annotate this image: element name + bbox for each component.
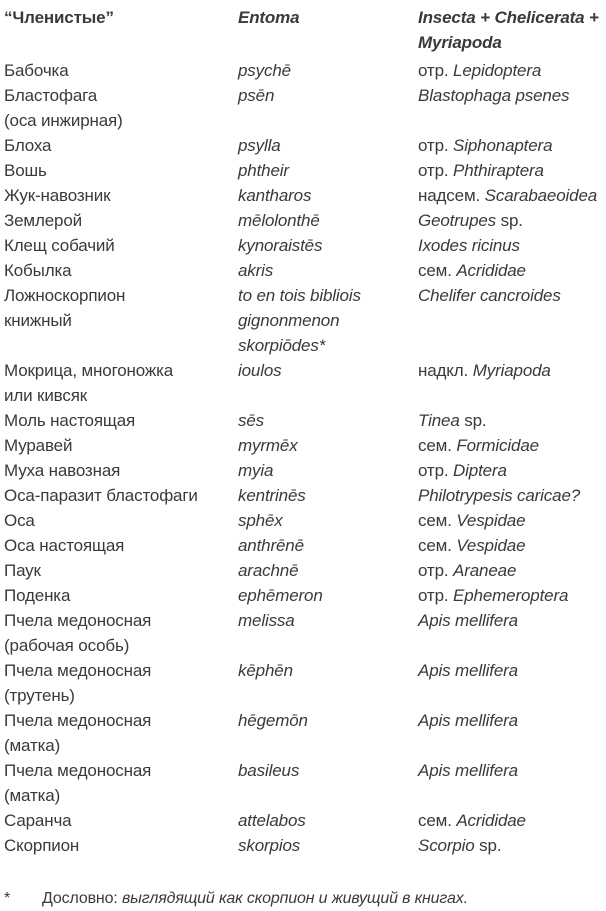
russian-name-line: Вошь [4, 161, 47, 180]
russian-name-cell [4, 658, 238, 708]
taxon-latin-name: Apis mellifera [418, 761, 518, 780]
table-row [4, 708, 606, 758]
russian-name-cell [4, 233, 238, 258]
russian-name-cell [4, 533, 238, 558]
taxon-rank-prefix: надсем. [418, 186, 485, 205]
taxon-latin-name: Araneae [453, 561, 517, 580]
taxon-latin-name: Geotrupes [418, 211, 497, 230]
table-row [4, 458, 606, 483]
russian-name-line: Паук [4, 561, 41, 580]
greek-term-cell [238, 158, 418, 183]
table-header-row [4, 5, 606, 55]
russian-name-line: (матка) [4, 736, 61, 755]
table-row [4, 533, 606, 558]
table-row [4, 758, 606, 808]
greek-term-line: myia [238, 461, 274, 480]
taxon-latin-name: Siphonaptera [453, 136, 553, 155]
greek-term-line: akris [238, 261, 274, 280]
table-row [4, 133, 606, 158]
taxon-rank-prefix: отр. [418, 561, 454, 580]
greek-term-cell [238, 658, 418, 683]
taxon-latin-name: Apis mellifera [418, 611, 518, 630]
header-cell-russian [4, 5, 238, 30]
footnote-text [42, 888, 468, 910]
greek-term-cell [238, 558, 418, 583]
table-row [4, 658, 606, 708]
taxon-latin-name: Phthiraptera [453, 161, 544, 180]
greek-term-line: melissa [238, 611, 295, 630]
russian-name-cell [4, 608, 238, 658]
taxon-cell [418, 208, 602, 233]
taxon-line [418, 158, 602, 183]
greek-term-cell [238, 358, 418, 383]
taxon-cell [418, 608, 602, 633]
russian-name-line: (рабочая особь) [4, 636, 130, 655]
taxon-cell [418, 258, 602, 283]
taxon-cell [418, 758, 602, 783]
taxon-rank-prefix: отр. [418, 461, 454, 480]
greek-term-cell [238, 283, 418, 358]
taxon-line [418, 483, 602, 508]
russian-name-line: Оса настоящая [4, 536, 125, 555]
taxon-suffix: sp. [496, 211, 523, 230]
taxon-cell [418, 458, 602, 483]
table-row [4, 483, 606, 508]
taxon-cell [418, 708, 602, 733]
footnote-italic-text: выглядящий как скорпион и живущий в книгах. [121, 890, 468, 907]
header-taxon-label: Insecta + Chelicerata + [418, 8, 599, 27]
taxon-cell [418, 558, 602, 583]
taxon-line [418, 133, 602, 158]
russian-name-cell [4, 508, 238, 533]
greek-term-line: kynoraistēs [238, 236, 323, 255]
taxon-latin-name: Vespidae [456, 536, 526, 555]
greek-term-line: hēgemōn [238, 711, 308, 730]
taxon-latin-name: Ephemeroptera [453, 586, 569, 605]
russian-name-line: Оса-паразит бластофаги [4, 486, 198, 505]
greek-term-line: sphēx [238, 511, 283, 530]
table-body [4, 58, 606, 858]
taxon-cell [418, 658, 602, 683]
greek-term-line: myrmēx [238, 436, 298, 455]
taxon-cell [418, 483, 602, 508]
greek-term-cell [238, 133, 418, 158]
taxon-latin-name: Ixodes ricinus [418, 236, 520, 255]
greek-term-line: skorpios [238, 836, 301, 855]
taxon-cell [418, 583, 602, 608]
russian-name-line: Клещ собачий [4, 236, 115, 255]
taxon-latin-name: Diptera [453, 461, 507, 480]
russian-name-line: Мокрица, многоножка [4, 361, 174, 380]
greek-term-line: basileus [238, 761, 300, 780]
taxon-rank-prefix: отр. [418, 61, 454, 80]
taxon-rank-prefix: сем. [418, 261, 457, 280]
greek-term-cell [238, 258, 418, 283]
greek-term-line: attelabos [238, 811, 306, 830]
taxon-latin-name: Apis mellifera [418, 711, 518, 730]
table-row [4, 433, 606, 458]
russian-name-line: Пчела медоносная [4, 711, 152, 730]
taxon-rank-prefix: сем. [418, 536, 457, 555]
table-row [4, 358, 606, 408]
table-row [4, 58, 606, 83]
greek-term-cell [238, 533, 418, 558]
russian-name-line: (трутень) [4, 686, 75, 705]
russian-name-cell [4, 583, 238, 608]
greek-term-line: psychē [238, 61, 291, 80]
table-row [4, 833, 606, 858]
greek-term-cell [238, 183, 418, 208]
russian-name-line: Муха навозная [4, 461, 121, 480]
taxon-cell [418, 183, 602, 208]
russian-name-line: Бабочка [4, 61, 69, 80]
taxon-line [418, 583, 602, 608]
taxon-cell [418, 808, 602, 833]
russian-name-line: книжный [4, 311, 72, 330]
taxon-line [418, 433, 602, 458]
russian-name-line: Жук-навозник [4, 186, 111, 205]
greek-term-cell [238, 708, 418, 733]
greek-term-cell [238, 583, 418, 608]
greek-term-cell [238, 833, 418, 858]
russian-name-line: Кобылка [4, 261, 72, 280]
header-taxon-label: Myriapoda [418, 33, 502, 52]
taxon-cell [418, 408, 602, 433]
taxon-cell [418, 58, 602, 83]
table-row [4, 233, 606, 258]
russian-name-line: Землерой [4, 211, 82, 230]
russian-name-cell [4, 708, 238, 758]
taxon-suffix: sp. [459, 411, 487, 430]
taxon-cell [418, 233, 602, 258]
russian-name-line: Моль настоящая [4, 411, 136, 430]
taxon-line [418, 283, 602, 308]
greek-term-cell [238, 83, 418, 108]
russian-name-line: Саранча [4, 811, 72, 830]
greek-term-line: sēs [238, 411, 265, 430]
taxon-cell [418, 533, 602, 558]
greek-term-cell [238, 233, 418, 258]
table-row [4, 808, 606, 833]
russian-name-cell [4, 83, 238, 133]
russian-name-line: Скорпион [4, 836, 80, 855]
russian-name-cell [4, 433, 238, 458]
russian-name-cell [4, 558, 238, 583]
greek-term-line: to en tois bibliois [238, 286, 361, 305]
russian-name-cell [4, 58, 238, 83]
russian-name-line: или кивсяк [4, 386, 88, 405]
table-row [4, 608, 606, 658]
taxon-line [418, 708, 602, 733]
taxon-rank-prefix: сем. [418, 811, 457, 830]
footnote [4, 888, 606, 910]
taxon-line [418, 533, 602, 558]
russian-name-cell [4, 158, 238, 183]
table-row [4, 583, 606, 608]
taxon-line [418, 83, 602, 108]
taxon-latin-name: Blastophaga psenes [418, 86, 570, 105]
greek-term-line: arachnē [238, 561, 299, 580]
russian-name-line: Оса [4, 511, 35, 530]
russian-name-cell [4, 833, 238, 858]
taxon-latin-name: Chelifer cancroides [418, 286, 561, 305]
taxon-rank-prefix: сем. [418, 511, 457, 530]
greek-term-cell [238, 483, 418, 508]
taxon-line [418, 233, 602, 258]
greek-term-line: kēphēn [238, 661, 293, 680]
table-row [4, 183, 606, 208]
table-row [4, 408, 606, 433]
table-row [4, 283, 606, 358]
footnote-label: Дословно: [42, 890, 122, 907]
greek-term-line: kentrinēs [238, 486, 306, 505]
table-row [4, 158, 606, 183]
taxon-latin-name: Acrididae [456, 261, 526, 280]
greek-term-cell [238, 608, 418, 633]
russian-name-cell [4, 258, 238, 283]
taxon-line [418, 408, 602, 433]
taxon-line [418, 183, 602, 208]
taxon-line [418, 833, 602, 858]
taxon-line [418, 758, 602, 783]
taxon-rank-prefix: сем. [418, 436, 457, 455]
table-row [4, 558, 606, 583]
russian-name-line: Пчела медоносная [4, 761, 152, 780]
russian-name-line: (матка) [4, 786, 61, 805]
greek-term-cell [238, 208, 418, 233]
greek-term-cell [238, 433, 418, 458]
greek-term-cell [238, 408, 418, 433]
russian-name-cell [4, 483, 238, 508]
taxon-line [418, 258, 602, 283]
taxon-rank-prefix: отр. [418, 586, 454, 605]
taxon-cell [418, 358, 602, 383]
greek-term-line: mēlolonthē [238, 211, 320, 230]
taxon-latin-name: Vespidae [456, 511, 526, 530]
russian-name-line: Пчела медоносная [4, 661, 152, 680]
taxon-line [418, 658, 602, 683]
taxon-line [418, 358, 602, 383]
taxon-latin-name: Tinea [418, 411, 460, 430]
taxon-latin-name: Acrididae [456, 811, 526, 830]
greek-term-line: psylla [238, 136, 281, 155]
header-cell-taxon [418, 5, 602, 55]
table-row [4, 208, 606, 233]
russian-name-line: Поденка [4, 586, 71, 605]
greek-term-cell [238, 508, 418, 533]
greek-term-line: gignonmenon [238, 311, 340, 330]
header-greek-label: Entoma [238, 8, 300, 27]
table-row [4, 83, 606, 133]
russian-name-cell [4, 358, 238, 408]
table-row [4, 508, 606, 533]
taxon-cell [418, 283, 602, 308]
table-row [4, 258, 606, 283]
header-russian-label: “Членистые” [4, 8, 114, 27]
russian-name-cell [4, 183, 238, 208]
russian-name-cell [4, 458, 238, 483]
russian-name-line: Блоха [4, 136, 52, 155]
taxon-cell [418, 433, 602, 458]
taxon-line [418, 58, 602, 83]
taxon-latin-name: Scarabaeoidea [484, 186, 598, 205]
russian-name-line: Пчела медоносная [4, 611, 152, 630]
taxon-cell [418, 833, 602, 858]
taxon-cell [418, 158, 602, 183]
taxon-rank-prefix: отр. [418, 161, 454, 180]
russian-name-cell [4, 133, 238, 158]
footnote-asterisk: * [4, 890, 11, 907]
taxon-line [418, 508, 602, 533]
russian-name-line: Муравей [4, 436, 73, 455]
taxon-cell [418, 83, 602, 108]
taxon-latin-name: Lepidoptera [453, 61, 542, 80]
taxon-line [418, 558, 602, 583]
taxon-line [418, 808, 602, 833]
taxon-line [418, 208, 602, 233]
russian-name-cell [4, 283, 238, 333]
greek-term-line: psēn [238, 86, 275, 105]
russian-name-cell [4, 758, 238, 808]
taxon-latin-name: Scorpio [418, 836, 475, 855]
taxon-latin-name: Philotrypesis caricae? [418, 486, 581, 505]
taxon-latin-name: Myriapoda [472, 361, 551, 380]
greek-term-cell [238, 458, 418, 483]
taxon-cell [418, 508, 602, 533]
greek-term-line: ioulos [238, 361, 282, 380]
greek-term-line: ephēmeron [238, 586, 323, 605]
greek-term-cell [238, 758, 418, 783]
taxon-rank-prefix: надкл. [418, 361, 473, 380]
taxon-line [418, 458, 602, 483]
greek-term-line: skorpiōdes* [238, 336, 326, 355]
russian-name-line: Бластофага [4, 86, 98, 105]
taxon-latin-name: Apis mellifera [418, 661, 518, 680]
greek-term-cell [238, 58, 418, 83]
russian-name-line: (оса инжирная) [4, 111, 123, 130]
russian-name-cell [4, 208, 238, 233]
greek-term-line: phtheir [238, 161, 289, 180]
taxon-latin-name: Formicidae [456, 436, 539, 455]
header-cell-greek [238, 5, 418, 30]
taxon-suffix: sp. [474, 836, 502, 855]
russian-name-cell [4, 408, 238, 433]
russian-name-cell [4, 808, 238, 833]
russian-name-line: Ложноскорпион [4, 286, 126, 305]
greek-term-line: kantharos [238, 186, 312, 205]
greek-term-cell [238, 808, 418, 833]
taxon-line [418, 608, 602, 633]
greek-term-line: anthrēnē [238, 536, 304, 555]
taxon-cell [418, 133, 602, 158]
taxon-rank-prefix: отр. [418, 136, 454, 155]
